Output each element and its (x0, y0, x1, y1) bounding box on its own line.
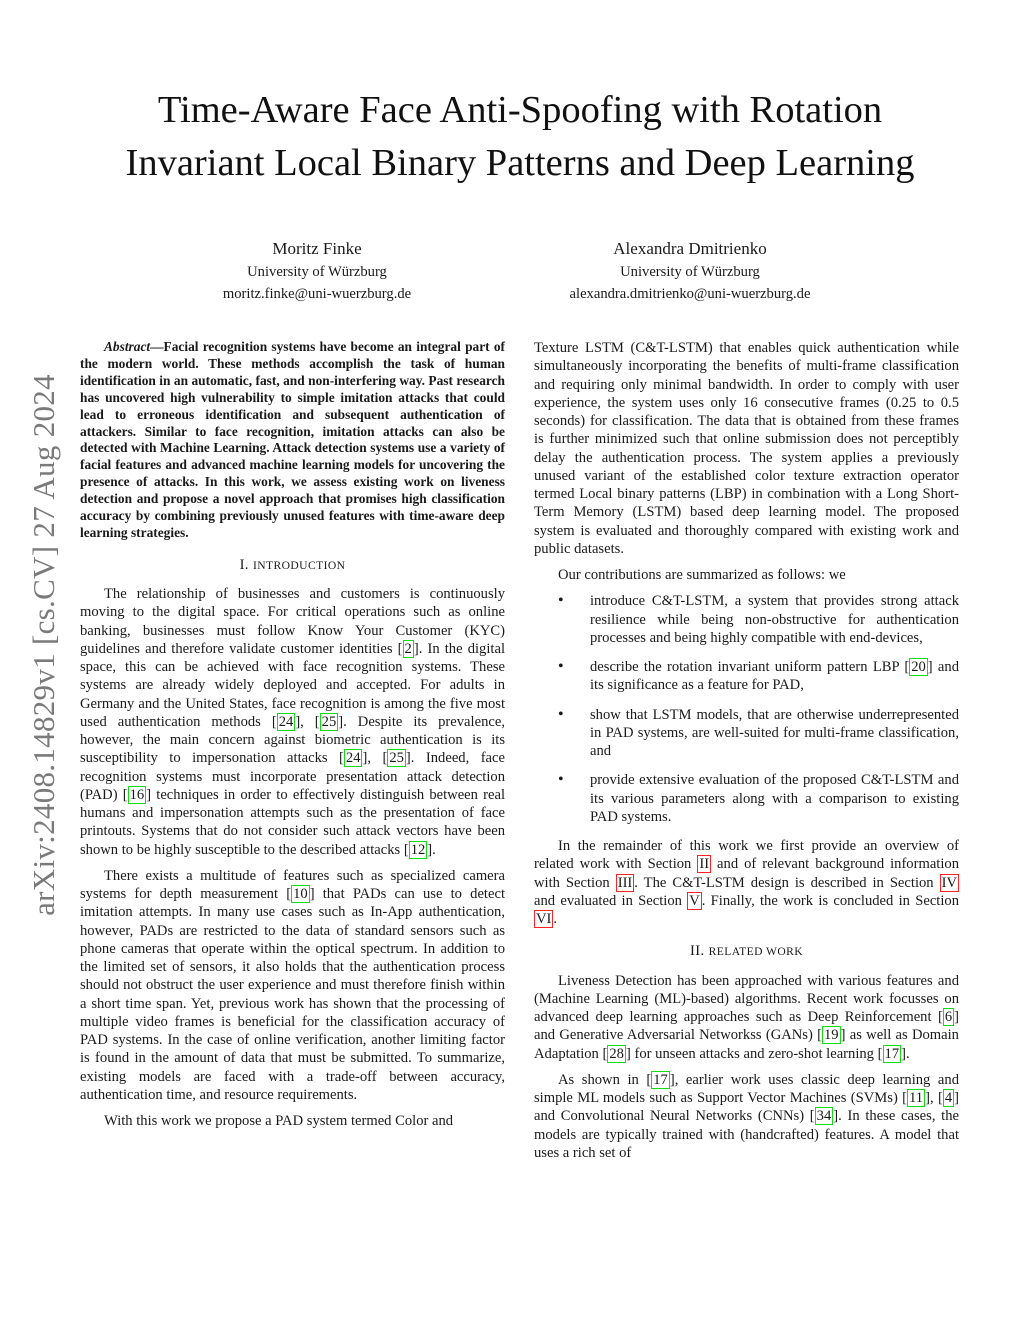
list-item: • introduce C&T-LSTM, a system that provides strong attack resilience while being non-obstructive for authentication processes and being highly compatible with end-devices, (534, 592, 959, 647)
section-link[interactable]: II (699, 856, 710, 873)
left-column (80, 339, 505, 1138)
section-link[interactable]: IV (941, 874, 957, 891)
intro-paragraph-3-cont: Texture LSTM (C&T-LSTM) that enables quick authentication while simultaneously incorporating the benefits of multi-frame classification and requiring only minimal bandwidth. In order to comply with user experience, the system uses only 16 consecutive frames (0.25 to 0.5 seconds) for classification. The data that is obtained from these frames is further minimized such that online submission does not perceptibly delay the authentication process. The system applies a previously unused variant of the established color texture extraction operator termed Local binary patterns (LBP) in combination with a Long Short-Term Memory (LSTM) based deep learning model. The proposed system is evaluated and thoroughly compared with existing work and public datasets. (534, 340, 959, 557)
author-affiliation: University of Würzburg (247, 264, 387, 280)
citation-link[interactable]: 25 (389, 750, 404, 767)
section-link[interactable]: V (689, 892, 700, 909)
citation-link[interactable]: 19 (824, 1027, 839, 1044)
author-block-1 (127, 236, 507, 305)
abstract (80, 339, 505, 542)
section-link[interactable]: III (617, 874, 633, 891)
paper-title (60, 84, 980, 190)
section-heading-related-work: II. RELATED WORK (689, 943, 804, 960)
citation-link[interactable]: 12 (410, 841, 426, 858)
arxiv-identifier: arXiv:2408.14829v1 [cs.CV] 27 Aug 2024 (26, 374, 61, 916)
title-line-2: Invariant Local Binary Patterns and Deep Learning (125, 142, 915, 184)
author-email[interactable]: moritz.finke@uni-wuerzburg.de (222, 286, 412, 302)
intro-paragraph-2: There exists a multitude of features such as specialized camera systems for depth measurement [ 10 ] that PADs can use to detect imitation attempts. In many use cases such as In-App authentication, however, PADs are restricted to the data of standard sensors such as phone cameras that operate within the optical spectrum. In addition to the limited set of sensors, it also holds that the authentication process should not obstruct the user experience and must therefore finish within a short time span. Yet, previous work has shown that the processing of multiple video frames is beneficial for the classification accuracy of PAD systems. In the case of online verification, another limiting factor is found in the amount of data that must be submitted. To summarize, existing models are faced with a trade-off between accuracy, authentication time, and resource requirements. (80, 867, 505, 1103)
citation-link[interactable]: 16 (129, 786, 145, 803)
citation-link[interactable]: 2 (404, 640, 412, 657)
author-block-2 (500, 236, 880, 305)
author-name: Moritz Finke (272, 239, 362, 258)
citation-link[interactable]: 4 (944, 1090, 953, 1106)
citation-link[interactable]: 28 (609, 1045, 624, 1062)
author-email[interactable]: alexandra.dmitrienko@uni-wuerzburg.de (569, 286, 811, 302)
list-item: • show that LSTM models, that are otherwise underrepresented in PAD systems, are well-suited for multi-frame classification, and (534, 706, 959, 761)
citation-link[interactable]: 17 (653, 1071, 668, 1088)
section-link[interactable]: VI (536, 911, 552, 927)
citation-link[interactable]: 20 (911, 659, 926, 675)
outline-paragraph: In the remainder of this work we first provide an overview of related work with Section II and of relevant background information with Section III . The C&T-LSTM design is described in Section IV and evaluated in Section V . Finally, the work is concluded in Section VI . (534, 838, 959, 927)
author-name: Alexandra Dmitrienko (613, 239, 767, 258)
list-item: • describe the rotation invariant uniform pattern LBP [ 20 ] and its significance as a feature for PAD, (534, 658, 959, 695)
section-title: INTRODUCTION (252, 558, 346, 572)
title-line-1: Time-Aware Face Anti-Spoofing with Rotation (157, 89, 883, 131)
list-item: • provide extensive evaluation of the proposed C&T-LSTM and its various parameters along with a comparison to existing PAD systems. (534, 771, 959, 826)
contributions-intro: Our contributions are summarized as follows: we (558, 567, 846, 583)
section-heading-introduction: I. INTRODUCTION (239, 556, 346, 573)
arxiv-sidebar (19, 345, 69, 945)
contributions-list (534, 592, 959, 826)
citation-link[interactable]: 25 (321, 713, 337, 730)
section-title: RELATED WORK (708, 945, 804, 959)
citation-link[interactable]: 17 (884, 1045, 900, 1062)
citation-link[interactable]: 24 (345, 750, 361, 767)
intro-paragraph-1: The relationship of businesses and customers is continuously moving to the digital space. For critical operations such as online banking, businesses must follow Know Your Customer (KYC) guidelines and therefore validate customer identities [ 2 ]. In the digital space, this can be achieved with face recognition systems. These systems are already widely deployed and accepted. For adults in Germany and the United States, face recognition is among the five most used authentication methods [ 24 ], [ 25 ]. Despite its prevalence, however, the main concern against biometric authentication is its susceptibility to impersonation attacks [ 24 ], [ 25 ]. Indeed, face recognition systems must incorporate presentation attack detection (PAD) [ 16 ] techniques in order to effectively distinguish between real humans and impersonation attempts such as the presentation of face printouts. Systems that do not consider such attack vectors have been shown to be highly susceptible to the described attacks [ 12 ]. (80, 586, 505, 858)
intro-paragraph-3: With this work we propose a PAD system termed Color and (104, 1113, 454, 1130)
citation-link[interactable]: 10 (293, 886, 308, 903)
abstract-label: Abstract (104, 339, 151, 354)
abstract-text: —Facial recognition systems have become an integral part of the modern world. These methods accomplish the task of human identification in an automatic, fast, and non-interfering way. Past research has uncovered high vulnerability to simple imitation attacks that could lead to erroneous identification and subsequent authentication of attackers. Similar to face recognition, imitation attacks can also be detected with Machine Learning. Attack detection systems use a variety of facial features and advanced machine learning models for uncovering the presence of attacks. In this work, we assess existing work on liveness detection and propose a novel approach that promises high classification accuracy by combining previously unused features with time-aware deep learning strategies. (80, 339, 505, 540)
related-work-paragraph-1: Liveness Detection has been approached with various features and (Machine Learning (ML)-based) algorithms. Recent work focusses on advanced deep learning approaches such as Deep Reinforcement [ 6 ] and Generative Adversarial Networkss (GANs) [ 19 ] as well as Domain Adaptation [ 28 ] for unseen attacks and zero-shot learning [ 17 ]. (534, 972, 959, 1062)
citation-link[interactable]: 6 (944, 1009, 953, 1025)
related-work-paragraph-2: As shown in [ 17 ], earlier work uses classic deep learning and simple ML models such as Support Vector Machines (SVMs) [ 11 ], [ 4 ] and Convolutional Neural Networks (CNNs) [ 34 ]. In these cases, the models are typically trained with (handcrafted) features. A model that uses a rich set of (534, 1071, 960, 1161)
right-column (534, 339, 959, 1170)
author-affiliation: University of Würzburg (620, 264, 760, 280)
citation-link[interactable]: 11 (909, 1090, 924, 1106)
citation-link[interactable]: 24 (278, 713, 294, 730)
citation-link[interactable]: 34 (816, 1108, 832, 1125)
